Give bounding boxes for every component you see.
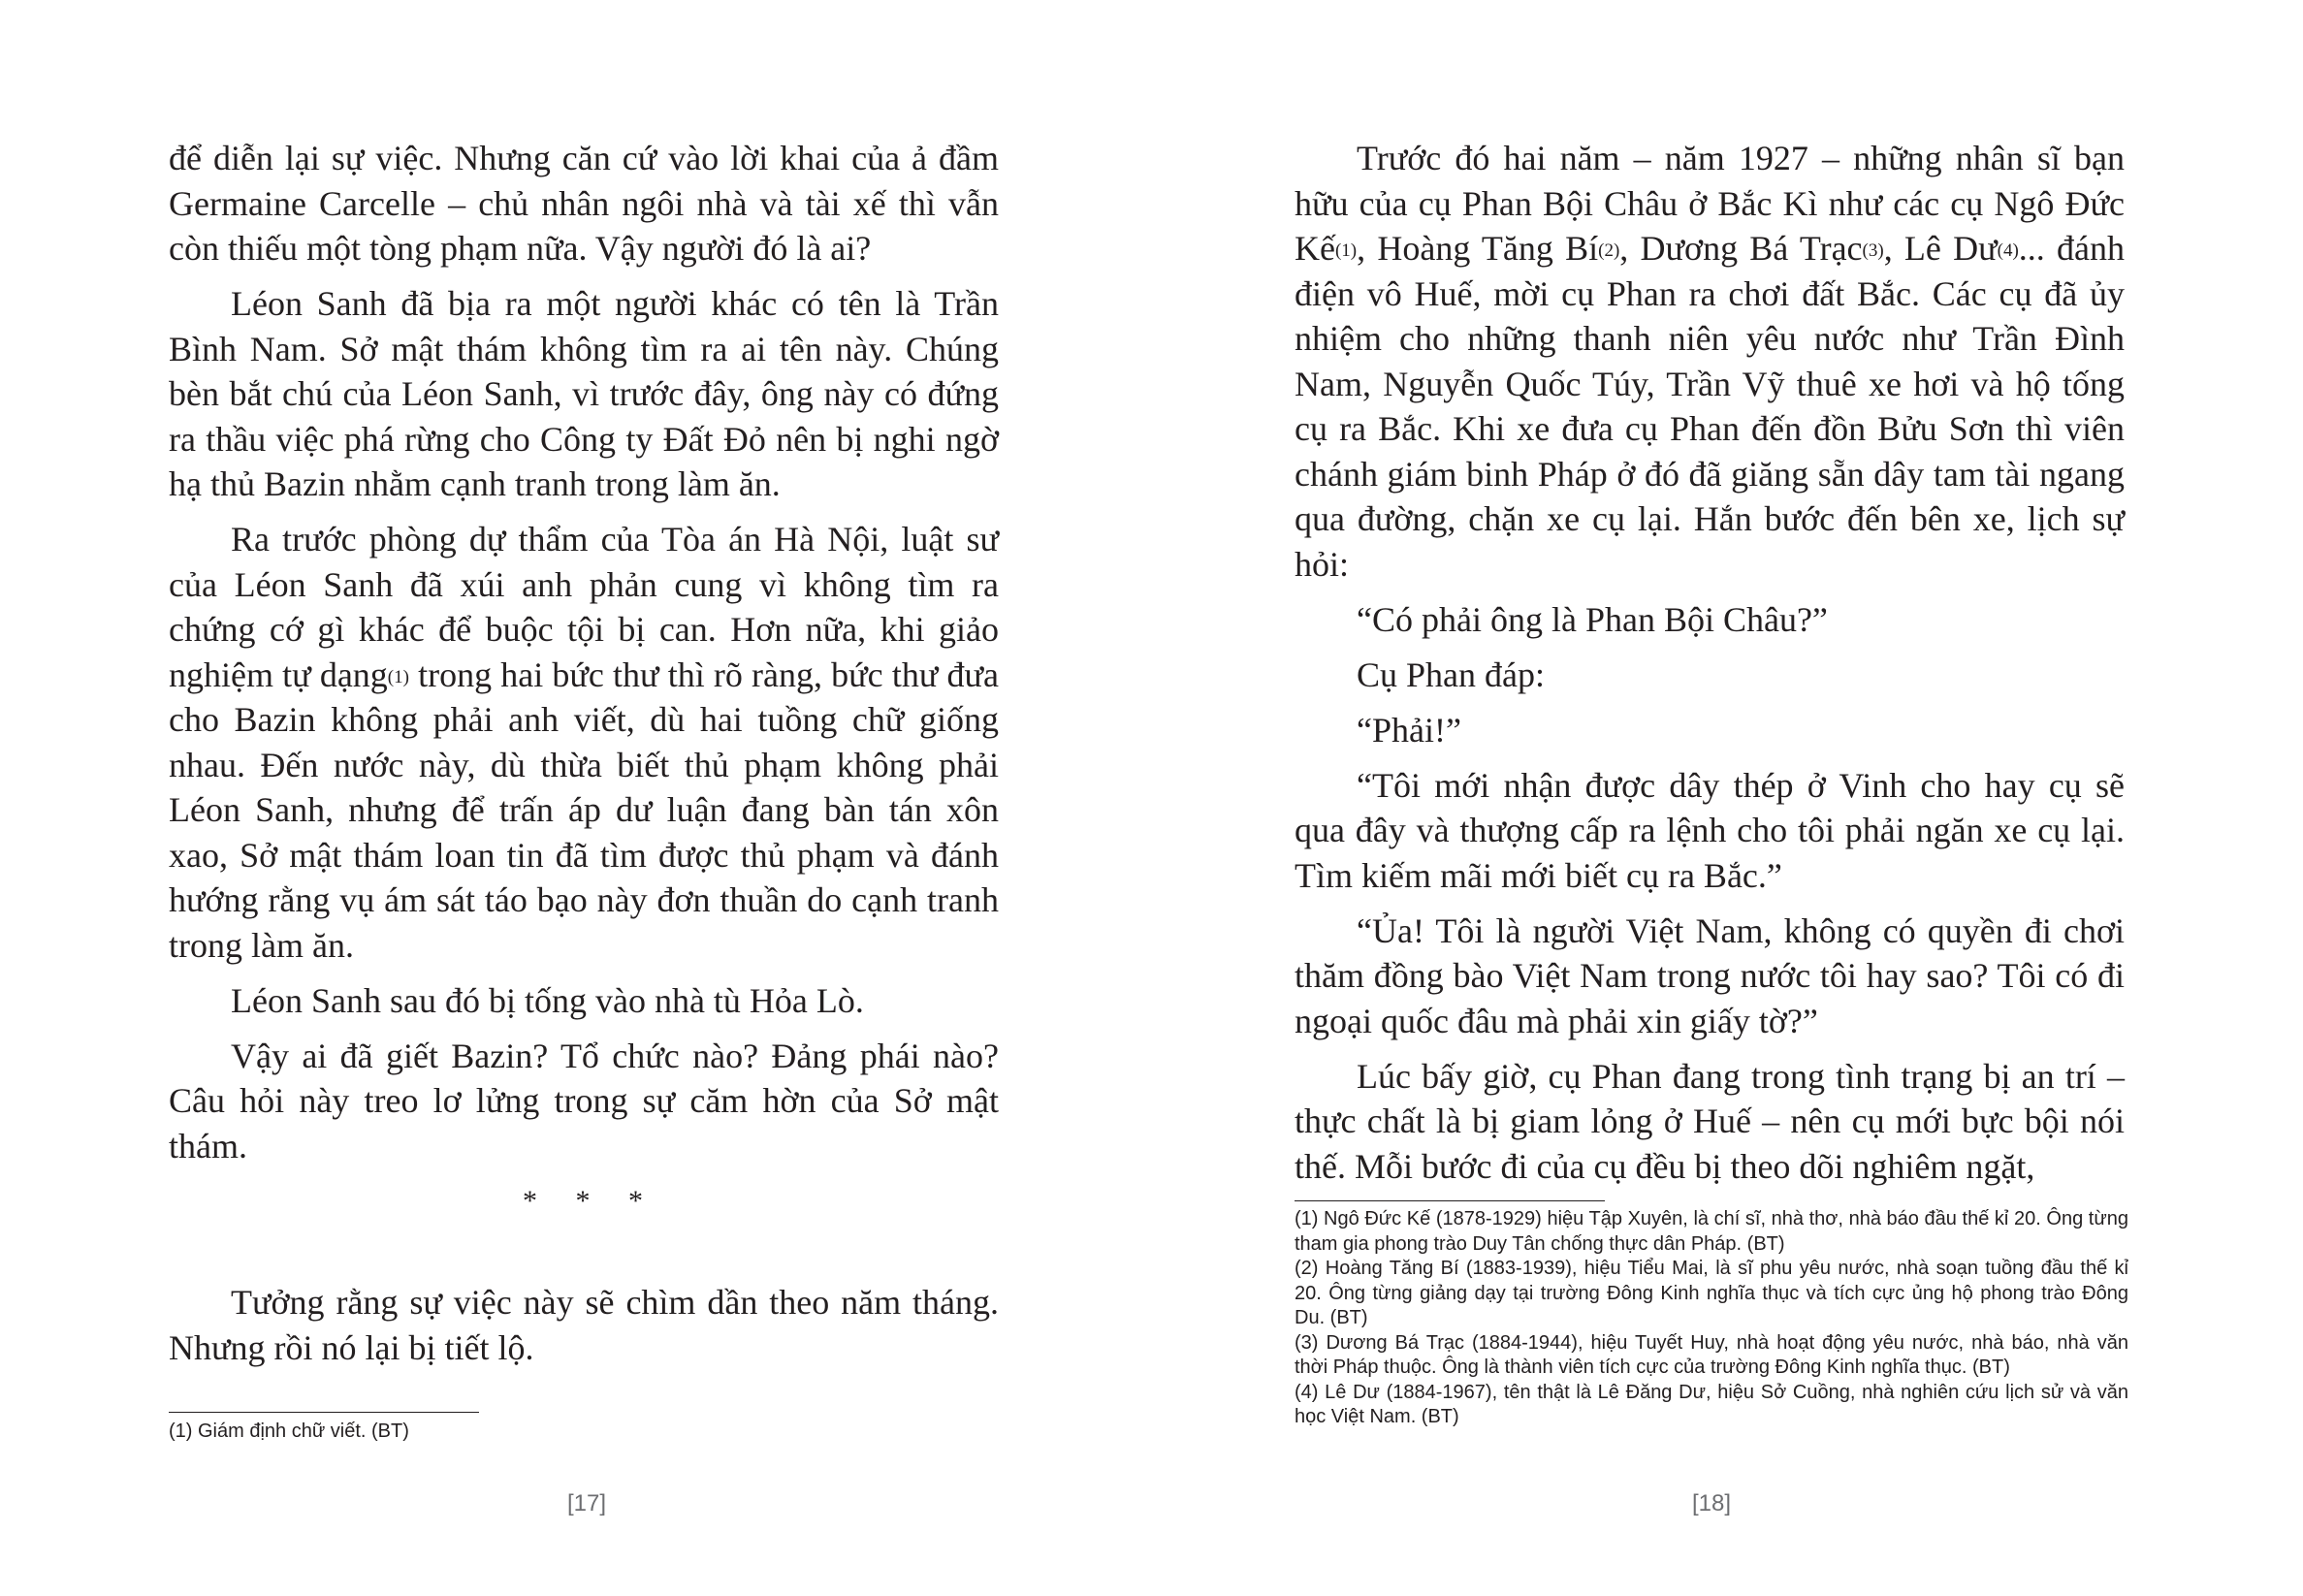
paragraph-text: Ra trước phòng dự thẩm của Tòa án Hà Nội, luật sư của Léon Sanh đã xúi anh phản cung vì không tìm ra chứng cớ gì khác để buộc tội bị can. Hơn nữa, khi giảo nghiệm tự dạng xyxy=(169,520,999,694)
footnote: (2) Hoàng Tăng Bí (1883-1939), hiệu Tiểu Mai, là sĩ phu yêu nước, nhà soạn tuồng đầu thế kỉ 20. Ông từng giảng dạy tại trường Đông Kinh nghĩa thục và tích cực ủng hộ phong trào Đông Du. (BT) xyxy=(1295,1258,2128,1328)
footnote: (1) Giám định chữ viết. (BT) xyxy=(169,1420,409,1442)
paragraph-text: , Dương Bá Trạc xyxy=(1619,229,1863,268)
footnote: (1) Ngô Đức Kế (1878-1929) hiệu Tập Xuyên, là chí sĩ, nhà thơ, nhà báo đầu thế kỉ 20. Ông từng tham gia phong trào Duy Tân chống thực dân Pháp. (BT) xyxy=(1295,1208,2128,1255)
paragraph: “Có phải ông là Phan Bội Châu?” xyxy=(1357,599,1828,639)
paragraph: Léon Sanh sau đó bị tống vào nhà tù Hỏa Lò. xyxy=(231,980,864,1020)
footnote-ref: (3) xyxy=(1862,240,1884,261)
footnote: (3) Dương Bá Trạc (1884-1944), hiệu Tuyết Huy, nhà hoạt động yêu nước, nhà báo, nhà văn thời Pháp thuộc. Ông là thành viên tích cực của trường Đông Kinh nghĩa thục. (BT) xyxy=(1295,1331,2128,1378)
right-page xyxy=(1151,0,2303,1596)
paragraph xyxy=(169,517,999,968)
paragraph: Lúc bấy giờ, cụ Phan đang trong tình trạng bị an trí – thực chất là bị giam lỏng ở Huế – nên cụ mới bực bội nói thế. Mỗi bước đi của cụ đều bị theo dõi nghiêm ngặt, xyxy=(1295,1056,2125,1186)
paragraph: để diễn lại sự việc. Nhưng căn cứ vào lời khai của ả đầm Germaine Carcelle – chủ nhân ngôi nhà và tài xế thì vẫn còn thiếu một tòng phạm nữa. Vậy người đó là ai? xyxy=(169,139,999,268)
footnote-rule xyxy=(169,1412,479,1413)
paragraph-text: , Lê Dư xyxy=(1883,229,1998,268)
footnote-rule xyxy=(1295,1200,1605,1201)
paragraph-text: ... đánh điện vô Huế, mời cụ Phan ra chơi đất Bắc. Các cụ đã ủy nhiệm cho những thanh niên yêu nước như Trần Đình Nam, Nguyễn Quốc Túy, Trần Vỹ thuê xe hơi và hộ tống cụ ra Bắc. Khi xe đưa cụ Phan đến đồn Bửu Sơn thì viên chánh giám binh Pháp ở đó đã giăng sẵn dây tam tài ngang qua đường, chặn xe cụ lại. Hắn bước đến bên xe, lịch sự hỏi: xyxy=(1295,229,2126,584)
paragraph: Vậy ai đã giết Bazin? Tổ chức nào? Đảng phái nào? Câu hỏi này treo lơ lửng trong sự căm hờn của Sở mật thám. xyxy=(169,1036,999,1165)
paragraph-text: trong hai bức thư thì rõ ràng, bức thư đưa cho Bazin không phải anh viết, dù hai tuồng chữ giống nhau. Đến nước này, dù thừa biết thủ phạm không phải Léon Sanh, nhưng để trấn áp dư luận đang bàn tán xôn xao, Sở mật thám loan tin đã tìm được thủ phạm và đánh hướng rằng vụ ám sát táo bạo này đơn thuần do cạnh tranh trong làm ăn. xyxy=(169,654,999,965)
paragraph: “Ủa! Tôi là người Việt Nam, không có quyền đi chơi thăm đồng bào Việt Nam trong nước tôi hay sao? Tôi có đi ngoại quốc đâu mà phải xin giấy tờ?” xyxy=(1295,910,2125,1040)
paragraph: Cụ Phan đáp: xyxy=(1357,654,1545,694)
paragraph: “Tôi mới nhận được dây thép ở Vinh cho hay cụ sẽ qua đây và thượng cấp ra lệnh cho tôi phải ngăn xe cụ lại. Tìm kiếm mãi mới biết cụ ra Bắc.” xyxy=(1295,765,2125,895)
scene-break: * * * xyxy=(523,1185,645,1217)
footnote-ref: (2) xyxy=(1598,240,1620,261)
footnote-ref: (4) xyxy=(1997,240,2019,261)
left-page xyxy=(0,0,1151,1596)
left-body-text xyxy=(169,136,999,1168)
footnotes xyxy=(1295,1207,2128,1430)
paragraph: “Phải!” xyxy=(1357,710,1461,750)
paragraph xyxy=(1295,136,2125,587)
footnote: (4) Lê Dư (1884-1967), tên thật là Lê Đăng Dư, hiệu Sở Cuồng, nhà nghiên cứu lịch sử và văn học Việt Nam. (BT) xyxy=(1295,1381,2128,1427)
right-body-text xyxy=(1295,136,2125,1189)
left-body-text-continued xyxy=(169,1280,999,1370)
page-number: [18] xyxy=(1691,1490,1732,1516)
footnotes xyxy=(169,1420,1003,1445)
page-number: [17] xyxy=(566,1490,607,1516)
footnote-ref: (1) xyxy=(1334,240,1358,261)
paragraph-text: Trước đó hai năm – năm 1927 – những nhân sĩ bạn hữu của cụ Phan Bội Châu ở Bắc Kì như các cụ Ngô Đức Kế xyxy=(1295,139,2125,268)
paragraph-text: , Hoàng Tăng Bí xyxy=(1357,229,1599,268)
paragraph: Léon Sanh đã bịa ra một người khác có tên là Trần Bình Nam. Sở mật thám không tìm ra ai tên này. Chúng bèn bắt chú của Léon Sanh, vì trước đây, ông này có đứng ra thầu việc phá rừng cho Công ty Đất Đỏ nên bị nghi ngờ hạ thủ Bazin nhằm cạnh tranh trong làm ăn. xyxy=(169,284,999,503)
paragraph: Tưởng rằng sự việc này sẽ chìm dần theo năm tháng. Nhưng rồi nó lại bị tiết lộ. xyxy=(169,1283,999,1367)
footnote-ref: (1) xyxy=(387,666,409,687)
